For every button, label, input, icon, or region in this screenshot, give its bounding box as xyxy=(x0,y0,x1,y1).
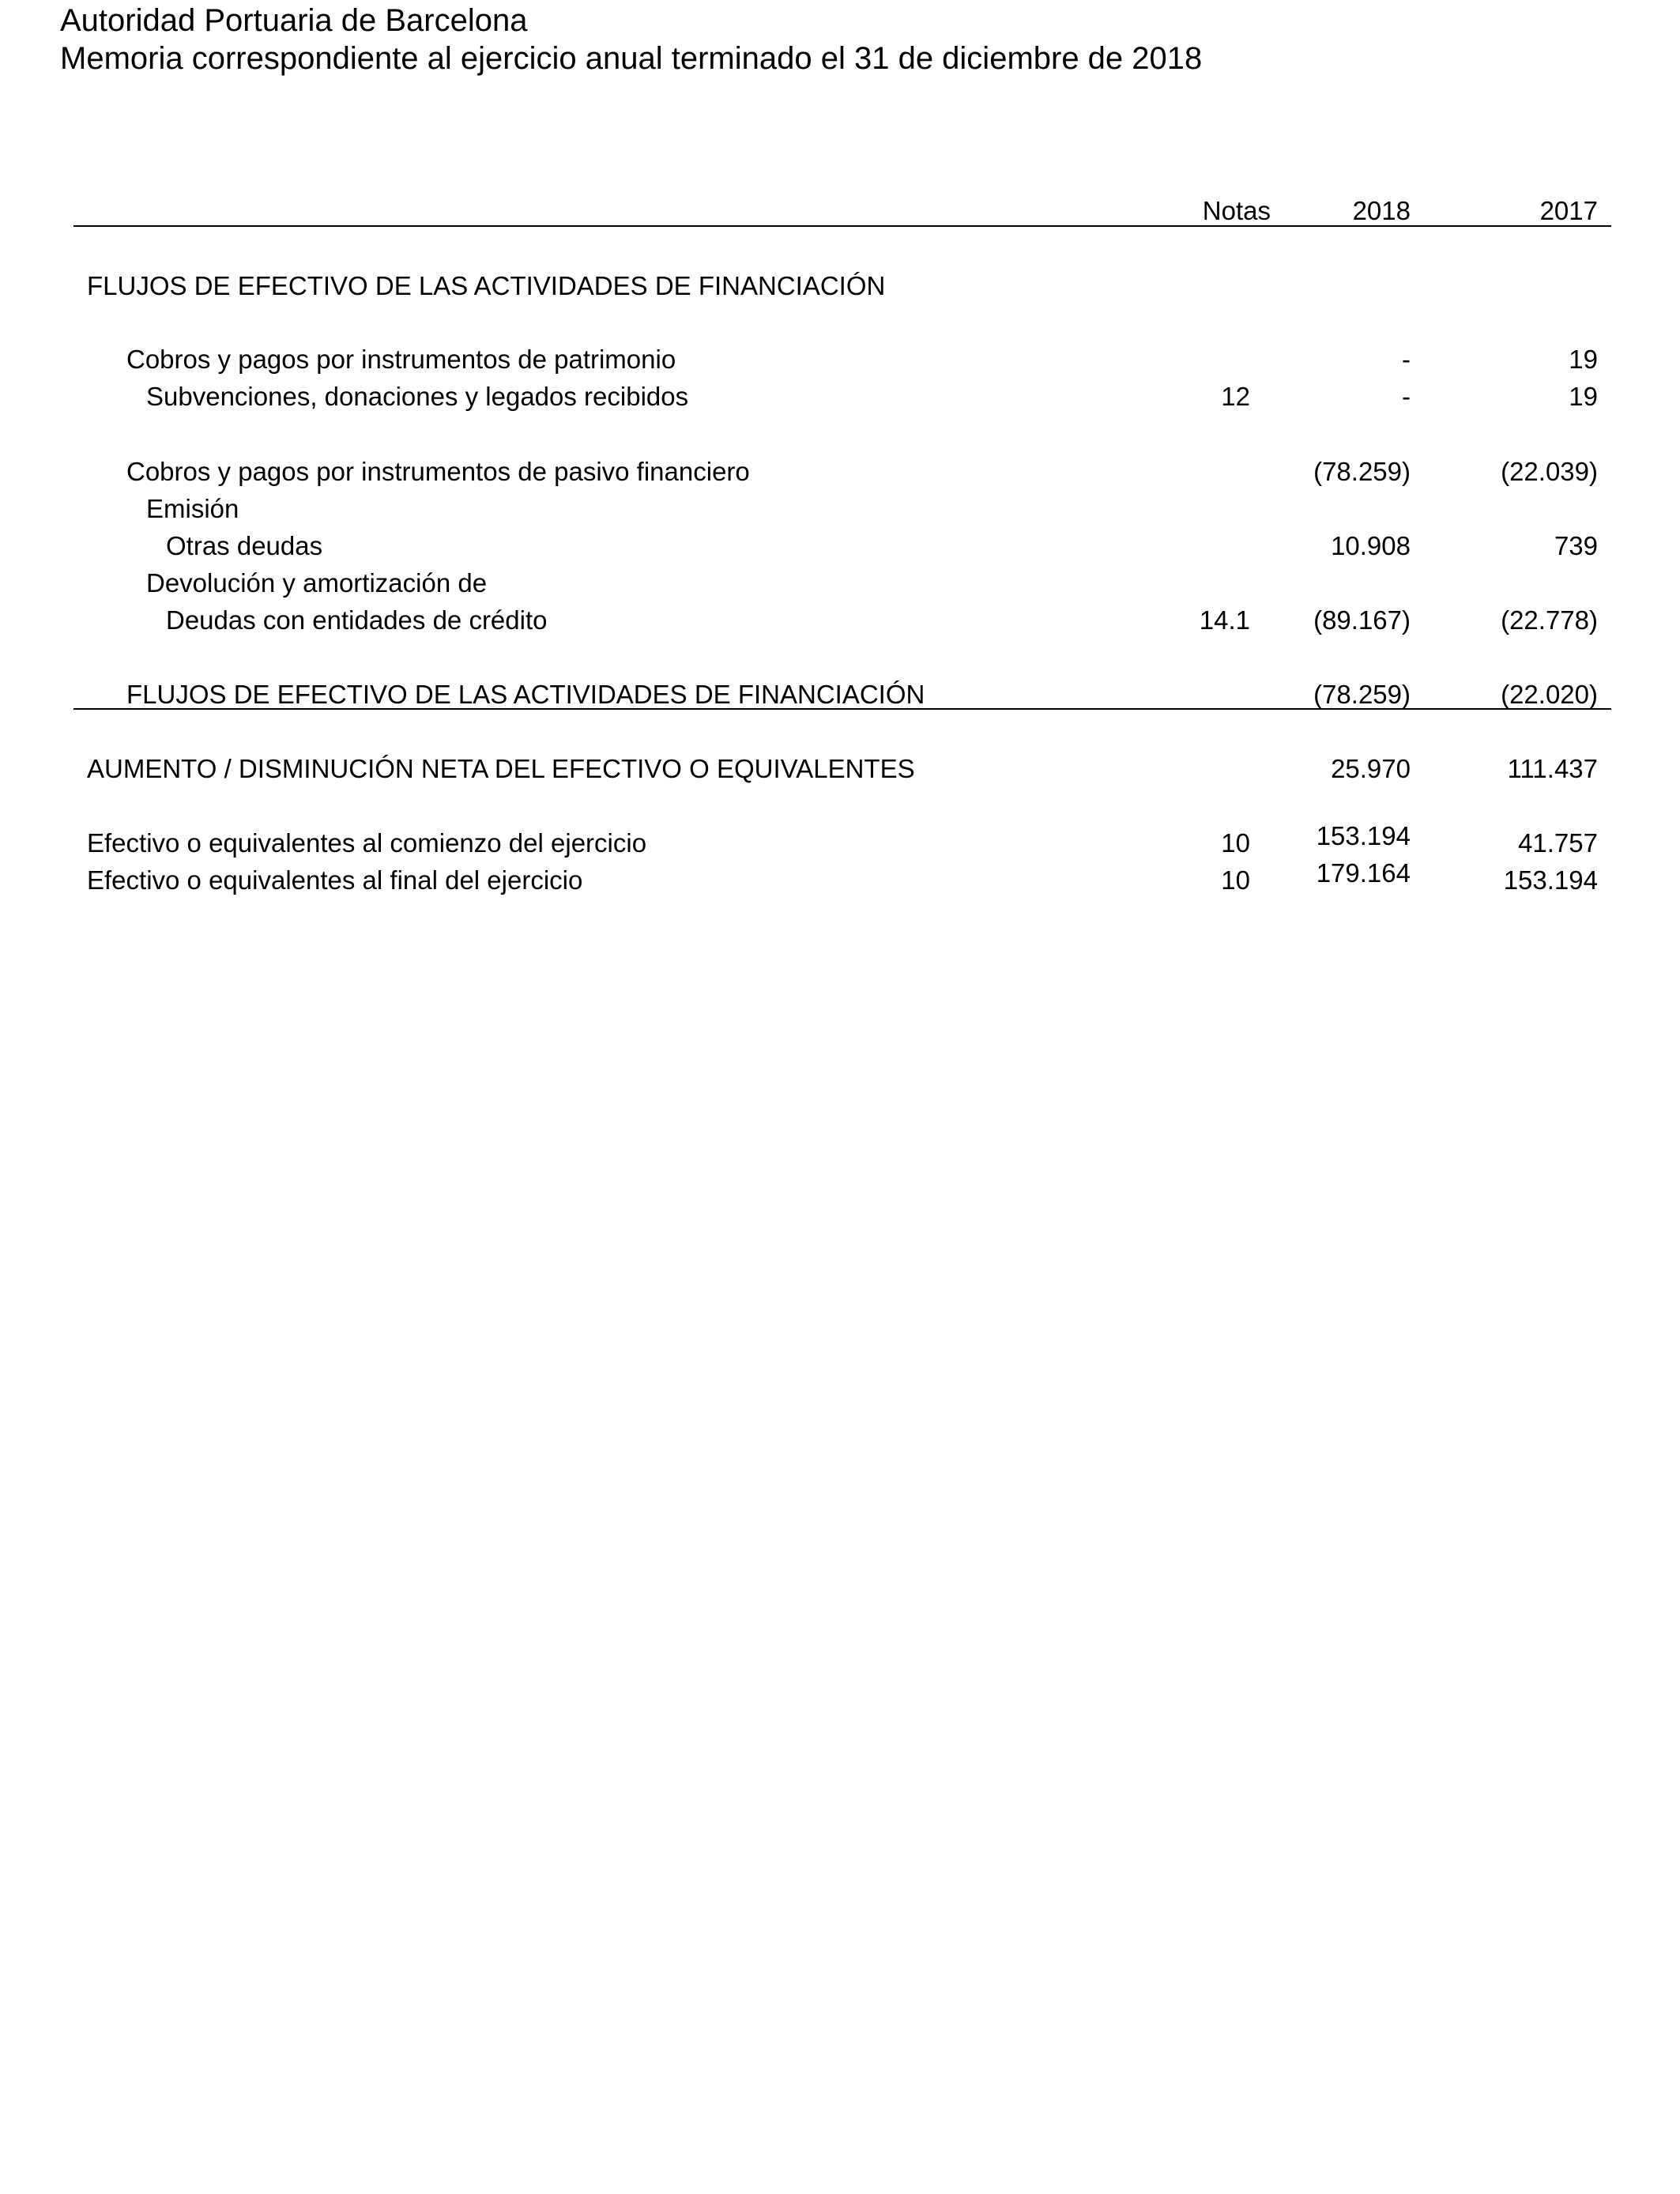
note-ref: 10 xyxy=(1221,865,1250,895)
note-ref: 12 xyxy=(1221,382,1250,411)
report-subtitle: Memoria correspondiente al ejercicio anual terminado el 31 de diciembre de 2018 xyxy=(60,41,1203,76)
value-2018: (78.259) xyxy=(1313,680,1411,709)
row-label: FLUJOS DE EFECTIVO DE LAS ACTIVIDADES DE FINANCIACIÓN xyxy=(126,680,925,709)
row-label: AUMENTO / DISMINUCIÓN NETA DEL EFECTIVO O EQUIVALENTES xyxy=(87,754,915,783)
row-label: Efectivo o equivalentes al final del ejercicio xyxy=(87,865,583,895)
note-ref: 10 xyxy=(1221,828,1250,858)
value-2018: 25.970 xyxy=(1331,754,1411,783)
value-2017: (22.020) xyxy=(1501,680,1598,709)
value-2017: 739 xyxy=(1554,531,1598,560)
value-2018: - xyxy=(1402,382,1411,411)
subtotal-rule xyxy=(73,708,1611,710)
organization-title: Autoridad Portuaria de Barcelona xyxy=(60,3,528,38)
value-2017: 19 xyxy=(1569,345,1598,374)
row-label: FLUJOS DE EFECTIVO DE LAS ACTIVIDADES DE FINANCIACIÓN xyxy=(87,271,886,300)
value-2018: (89.167) xyxy=(1313,605,1411,635)
row-label: Cobros y pagos por instrumentos de patrimonio xyxy=(126,345,676,374)
value-2017: 41.757 xyxy=(1518,828,1598,858)
column-header-2017: 2017 xyxy=(1539,196,1598,225)
row-label: Cobros y pagos por instrumentos de pasivo financiero xyxy=(126,457,750,486)
row-label: Subvenciones, donaciones y legados recibidos xyxy=(146,382,689,411)
value-2017: (22.778) xyxy=(1501,605,1598,635)
value-2018: 153.194 xyxy=(1316,821,1411,850)
header-rule xyxy=(73,225,1611,227)
value-2017: 111.437 xyxy=(1507,754,1598,783)
value-2018: 10.908 xyxy=(1331,531,1411,560)
value-2017: (22.039) xyxy=(1501,457,1598,486)
row-label: Emisión xyxy=(146,494,239,523)
value-2018: 179.164 xyxy=(1316,858,1411,888)
row-label: Otras deudas xyxy=(166,531,323,560)
row-label: Efectivo o equivalentes al comienzo del ejercicio xyxy=(87,828,647,858)
row-label: Deudas con entidades de crédito xyxy=(166,605,548,635)
value-2018: - xyxy=(1402,345,1411,374)
value-2018: (78.259) xyxy=(1313,457,1411,486)
note-ref: 14.1 xyxy=(1199,605,1250,635)
column-header-2018: 2018 xyxy=(1352,196,1411,225)
row-label: Devolución y amortización de xyxy=(146,568,488,598)
column-header-notes: Notas xyxy=(1202,196,1271,225)
value-2017: 19 xyxy=(1569,382,1598,411)
value-2017: 153.194 xyxy=(1503,865,1598,895)
